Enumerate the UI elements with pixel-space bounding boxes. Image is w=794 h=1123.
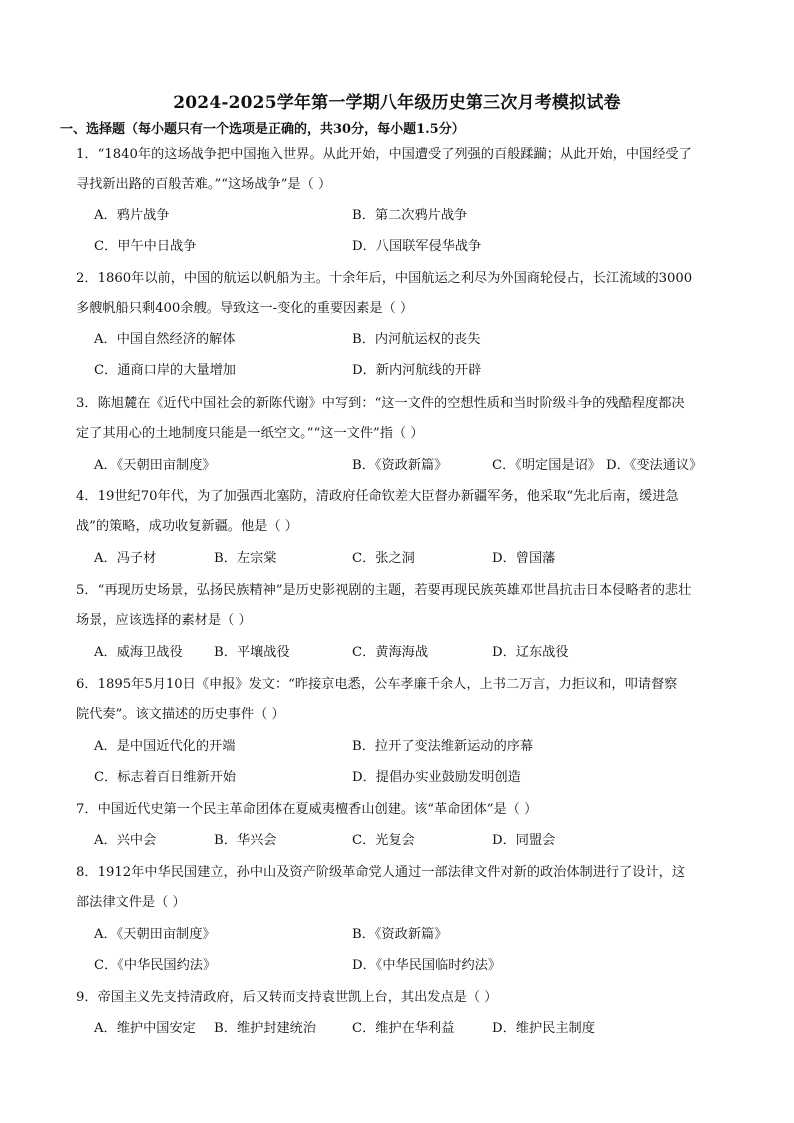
page-title: 2024-2025学年第一学期八年级历史第三次月考模拟试卷	[173, 93, 621, 113]
question-line: 4．19世纪70年代，为了加强西北塞防，清政府任命钦差大臣督办新疆军务，他采取“先北后南，缓进急	[76, 489, 679, 504]
option-a[interactable]: A．威海卫战役	[94, 645, 183, 660]
option-b[interactable]: B．拉开了变法维新运动的序幕	[352, 739, 534, 754]
option-b[interactable]: B．《资政新篇》	[352, 458, 448, 473]
option-b[interactable]: B．维护封建统治	[214, 1021, 317, 1036]
question-8	[76, 858, 726, 918]
option-d[interactable]: D．《中华民国临时约法》	[352, 958, 502, 973]
option-c[interactable]: C．通商口岸的大量增加	[94, 363, 236, 378]
options-row	[94, 325, 734, 355]
option-d[interactable]: D．提倡办实业鼓励发明创造	[352, 770, 521, 785]
option-c[interactable]: C．光复会	[352, 833, 415, 848]
option-b[interactable]: B．第二次鸦片战争	[352, 208, 468, 223]
option-b[interactable]: B．内河航运权的丧失	[352, 332, 481, 347]
options-row	[94, 232, 734, 262]
options-row	[94, 951, 734, 981]
option-d[interactable]: D．《变法通议》	[606, 458, 703, 473]
option-d[interactable]: D．维护民主制度	[492, 1021, 595, 1036]
option-b[interactable]: B．左宗棠	[214, 551, 277, 566]
option-a[interactable]: A．兴中会	[94, 833, 157, 848]
section-heading: 一、选择题（每小题只有一个选项是正确的，共30分，每小题1.5分）	[60, 122, 465, 137]
question-line: 寻找新出路的百般苦难。”“这场战争”是（ ）	[76, 177, 332, 192]
option-a[interactable]: A．《天朝田亩制度》	[94, 458, 216, 473]
question-line: 8．1912年中华民国建立，孙中山及资产阶级革命党人通过一部法律文件对新的政治体制进行了设计，这	[76, 865, 686, 880]
question-line: 战”的策略，成功收复新疆。他是（ ）	[76, 519, 298, 534]
option-c[interactable]: C．黄海海战	[352, 645, 429, 660]
question-line: 定了其用心的土地制度只能是一纸空文。”“这一文件”指（ ）	[76, 426, 424, 441]
question-line: 5．“再现历史场景，弘扬民族精神”是历史影视剧的主题，若要再现民族英雄邓世昌抗击日本侵略者的悲壮	[76, 583, 692, 598]
option-a[interactable]: A．维护中国安定	[94, 1021, 196, 1036]
question-3	[76, 389, 726, 449]
question-line: 6．1895年5月10日《申报》发文：“昨接京电悉，公车孝廉千余人，上书二万言，力拒议和，叩请督察	[76, 677, 678, 692]
question-7	[76, 795, 726, 825]
option-d[interactable]: D．曾国藩	[492, 551, 556, 566]
options-row	[94, 638, 734, 668]
option-a[interactable]: A．鸦片战争	[94, 208, 170, 223]
question-4	[76, 482, 726, 542]
question-5	[76, 576, 726, 636]
option-a[interactable]: A．《天朝田亩制度》	[94, 927, 216, 942]
option-a[interactable]: A．是中国近代化的开端	[94, 739, 236, 754]
option-c[interactable]: C．《中华民国约法》	[94, 958, 217, 973]
question-line: 2．1860年以前，中国的航运以帆船为主。十余年后，中国航运之利尽为外国商轮侵占，长江流域的3000	[76, 271, 693, 286]
option-b[interactable]: B．华兴会	[214, 833, 277, 848]
options-row	[94, 451, 734, 481]
question-1	[76, 140, 726, 200]
question-line: 院代奏”。该文描述的历史事件（ ）	[76, 707, 285, 722]
question-line: 3．陈旭麓在《近代中国社会的新陈代谢》中写到：“这一文件的空想性质和当时阶级斗争的残酷程度都决	[76, 396, 685, 411]
option-d[interactable]: D．八国联军侵华战争	[352, 239, 482, 254]
question-line: 部法律文件是（ ）	[76, 895, 186, 910]
question-line: 1．“1840年的这场战争把中国拖入世界。从此开始，中国遭受了列强的百般蹂躏；从此开始，中国经受了	[76, 147, 692, 162]
question-line: 7．中国近代史第一个民主革命团体在夏威夷檀香山创建。该“革命团体”是（ ）	[76, 802, 538, 817]
option-c[interactable]: C．维护在华利益	[352, 1021, 455, 1036]
options-row	[94, 732, 734, 762]
question-line: 场景，应该选择的素材是（ ）	[76, 613, 252, 628]
option-a[interactable]: A．中国自然经济的解体	[94, 332, 236, 347]
question-2	[76, 264, 726, 324]
question-line: 多艘帆船只剩400余艘。导致这一-变化的重要因素是（ ）	[76, 301, 414, 316]
options-row	[94, 1014, 734, 1044]
options-row	[94, 920, 734, 950]
question-9	[76, 983, 726, 1013]
options-row	[94, 763, 734, 793]
option-c[interactable]: C．标志着百日维新开始	[94, 770, 236, 785]
options-row	[94, 356, 734, 386]
question-line: 9．帝国主义先支持清政府，后又转而支持袁世凯上台，其出发点是（ ）	[76, 990, 498, 1005]
options-row	[94, 544, 734, 574]
option-a[interactable]: A．冯子材	[94, 551, 157, 566]
options-row	[94, 826, 734, 856]
option-b[interactable]: B．平壤战役	[214, 645, 290, 660]
options-row	[94, 201, 734, 231]
option-c[interactable]: C．张之洞	[352, 551, 415, 566]
option-b[interactable]: B．《资政新篇》	[352, 927, 448, 942]
option-c[interactable]: C．《明定国是诏》	[492, 458, 601, 473]
option-d[interactable]: D．辽东战役	[492, 645, 569, 660]
option-d[interactable]: D．同盟会	[492, 833, 556, 848]
option-d[interactable]: D．新内河航线的开辟	[352, 363, 482, 378]
option-c[interactable]: C．甲午中日战争	[94, 239, 197, 254]
question-6	[76, 670, 726, 730]
